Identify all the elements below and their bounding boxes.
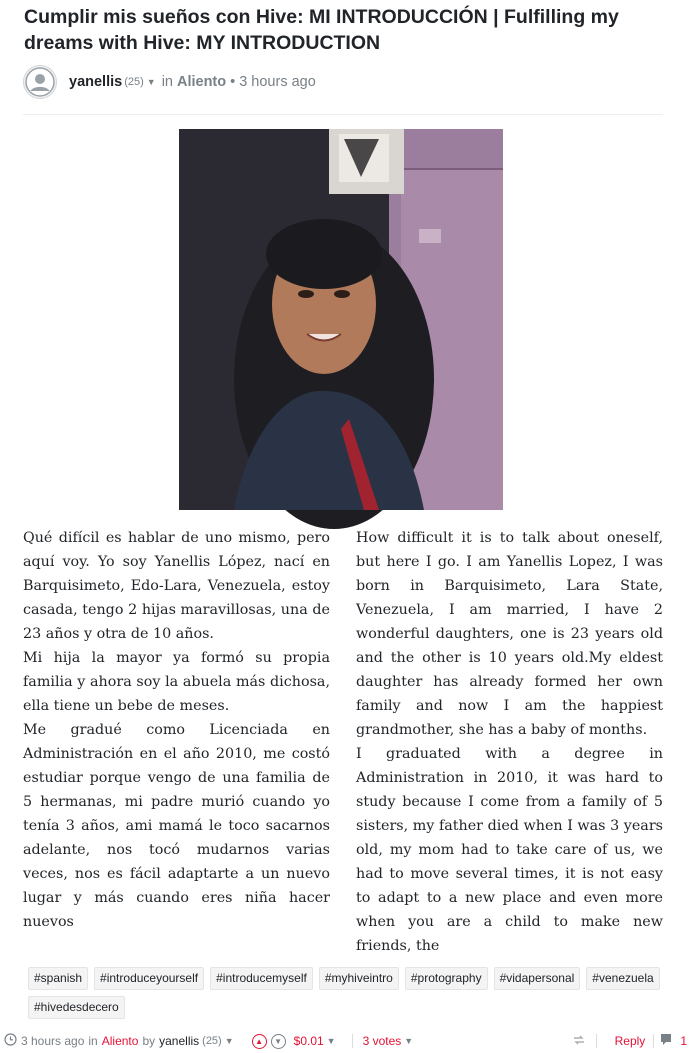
footer-separator [653,1034,654,1048]
tag-introduceyourself[interactable]: #introduceyourself [94,967,204,990]
author-name[interactable]: yanellis [69,74,123,90]
downvote-icon[interactable]: ▼ [271,1034,286,1049]
english-paragraph: How difficult it is to talk about oneself, but here I go. I am Yanellis Lopez, I was born in Barquisimeto, Lara State, Venezuela, I am married, I have 2 wonderful daughters, one is 23 years old and the other is 10 years old.My eldest daughter has already formed her own family and now I am the happiest grandmother, she has a baby of months. [356,530,663,738]
footer-separator [352,1034,353,1048]
tag-venezuela[interactable]: #venezuela [586,967,659,990]
post-time: 3 hours ago [239,74,316,90]
reblog-icon[interactable] [572,1034,586,1049]
author-menu-caret-icon[interactable]: ▼ [146,77,156,87]
footer-author-link[interactable]: yanellis [159,1034,200,1048]
tag-spanish[interactable]: #spanish [28,967,88,990]
author-bar [23,64,663,100]
footer-actions [572,1033,691,1049]
footer-in-label: in [88,1034,98,1048]
spanish-paragraph: Qué difícil es hablar de uno mismo, pero aquí voy. Yo soy Yanellis López, nací en Barquisimeto, Edo-Lara, Venezuela, estoy casada, tengo 2 hijas maravillosas, una de 23 años y otra de 10 años. [23,530,330,642]
spanish-column [23,526,330,930]
tag-myhiveintro[interactable]: #myhiveintro [319,967,399,990]
spanish-paragraph: Me gradué como Licenciada en Administración en el año 2010, me costó estudiar porque vengo de una familia de 5 hermanas, mi padre murió cuando yo tenía 3 años, ami mamá le toco sacarnos adelante, nos tocó mudarnos varias veces, nos es fácil adaptarte a un nuevo lugar y más cuando eres niña hacer nuevos [23,722,330,930]
footer-separator [596,1034,597,1048]
post-photo [179,129,503,510]
english-paragraph: I graduated with a degree in Administration in 2010, it was hard to study because I come from a family of 5 sisters, my father died when I was 3 years old, my mom had to take care of us, we had to move several times, it is not easy to adapt to a new place and even more when you are a child to make new friends, the [356,746,663,954]
footer-time: 3 hours ago [21,1034,85,1048]
tag-list [28,967,668,1019]
spanish-paragraph: Mi hija la mayor ya formó su propia familia y ahora soy la abuela más dichosa, ella tiene un bebe de meses. [23,650,330,714]
upvote-icon[interactable]: ▲ [252,1034,267,1049]
footer-author-reputation: (25) [202,1035,222,1047]
footer-author-caret-icon[interactable]: ▼ [224,1036,234,1046]
separator-dot: • [230,74,236,90]
user-avatar-icon [25,67,55,97]
votes-caret-icon[interactable]: ▼ [404,1036,414,1046]
payout-amount[interactable]: $0.01 [293,1034,324,1048]
english-column [356,526,663,954]
tag-protography[interactable]: #protography [405,967,488,990]
tag-hivedesdecero[interactable]: #hivedesdecero [28,996,125,1019]
payout-caret-icon[interactable]: ▼ [326,1036,336,1046]
in-label: in [161,74,173,90]
avatar[interactable] [23,65,57,99]
clock-icon [4,1033,17,1049]
footer-community-link[interactable]: Aliento [101,1034,139,1048]
comments-icon[interactable] [660,1033,674,1049]
community-link[interactable]: Aliento [176,74,227,90]
post-title: Cumplir mis sueños con Hive: MI INTRODUCCIÓN | Fulfilling my dreams with Hive: MY INTRODUCTION [24,6,619,54]
reply-link[interactable]: Reply [614,1034,646,1048]
author-reputation: (25) [124,76,144,88]
header-divider [23,114,663,115]
votes-count[interactable]: 3 votes [362,1034,402,1048]
tag-introducemyself[interactable]: #introducemyself [210,967,313,990]
post-footer [0,1030,691,1052]
footer-by-label: by [142,1034,156,1048]
comment-count[interactable]: 1 [680,1034,687,1048]
tag-vidapersonal[interactable]: #vidapersonal [494,967,581,990]
